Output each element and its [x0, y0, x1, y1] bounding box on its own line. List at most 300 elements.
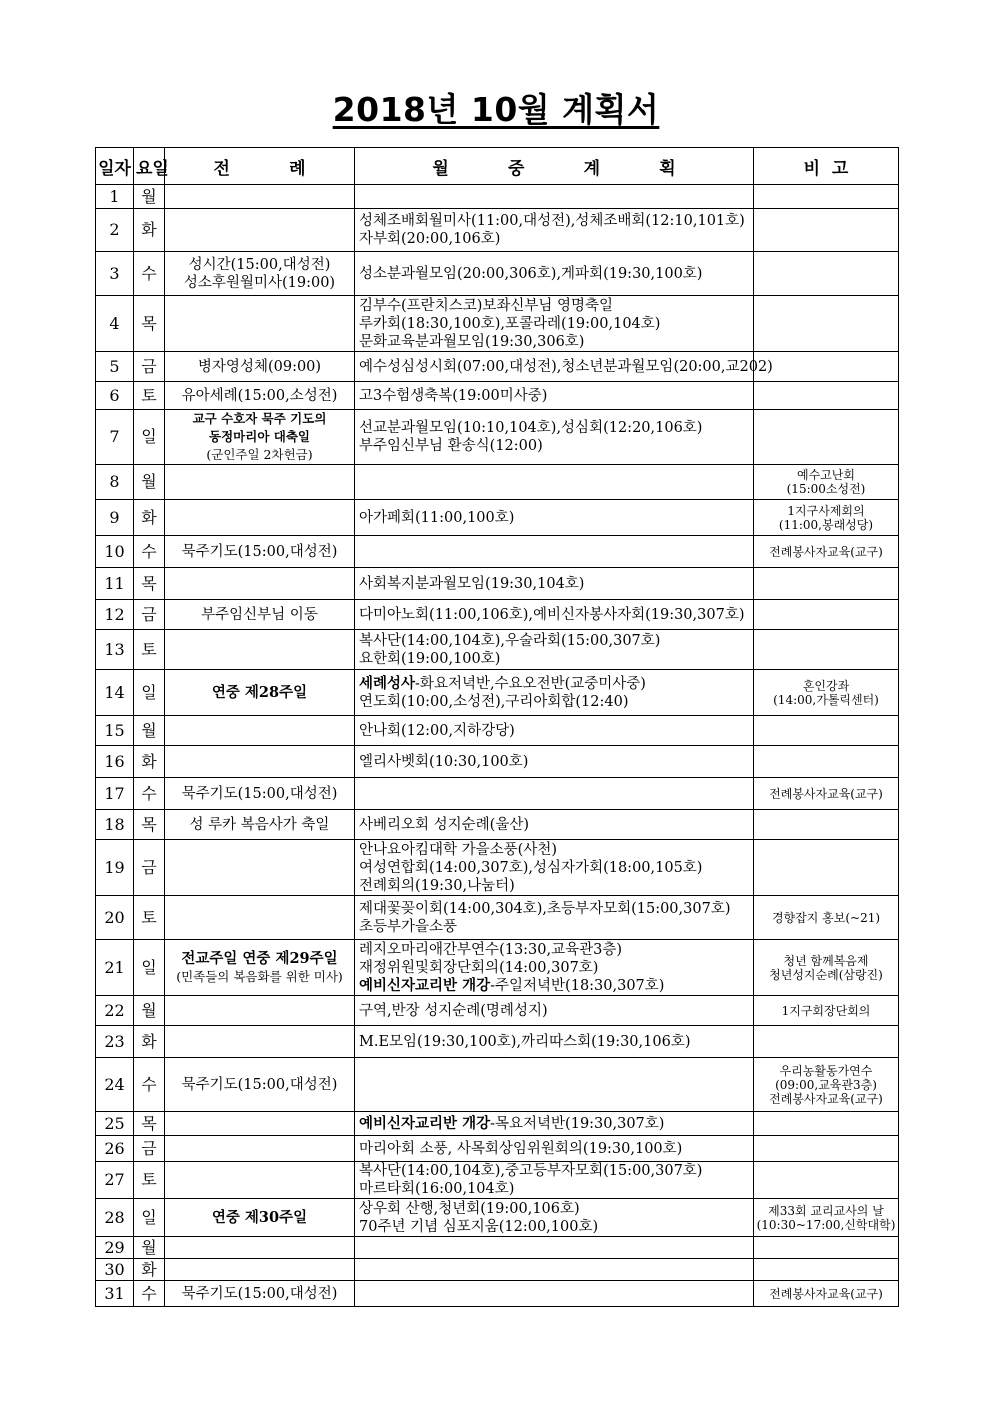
note-line: (10:30~17:00,신학대학): [756, 1217, 896, 1232]
plan-line: [359, 358, 773, 376]
plan-line: [359, 877, 751, 895]
liturgy-line: 전교주일 연중 제29주일: [181, 949, 338, 967]
weekday-cell: 수: [134, 536, 165, 568]
liturgy-cell: [165, 1162, 355, 1199]
table-row: [96, 382, 899, 410]
plan-text: 안나회(12:00,지하강당): [359, 722, 515, 739]
day-cell: 19: [96, 840, 134, 896]
plan-line: [359, 722, 751, 740]
weekday-cell: 금: [134, 352, 165, 382]
plan-text: 루카회(18:30,100호),포콜라레(19:00,104호): [359, 315, 661, 332]
document-title: 2018년 10월 계획서: [332, 90, 660, 129]
day-cell: 11: [96, 568, 134, 600]
plan-text: 여성연합회(14:00,307호),성심자가회(18:00,105호): [359, 859, 703, 876]
liturgy-cell: [165, 500, 355, 536]
liturgy-cell: [165, 996, 355, 1026]
table-row: [96, 1237, 899, 1259]
plan-text: 다미아노회(11:00,106호),예비신자봉사자회(19:30,307호): [359, 606, 745, 623]
note-cell: [754, 778, 899, 810]
day-cell: 6: [96, 382, 134, 410]
weekday-cell: 토: [134, 382, 165, 410]
day-cell: 13: [96, 630, 134, 670]
day-cell: 7: [96, 410, 134, 465]
plan-text: 상우회 산행,청년회(19:00,106호): [359, 1200, 580, 1217]
table-row: [96, 209, 899, 252]
note-line: (14:00,가톨릭센터): [773, 692, 879, 707]
weekday-cell: 금: [134, 600, 165, 630]
day-cell: 22: [96, 996, 134, 1026]
plan-cell: [355, 630, 754, 670]
plan-cell: [355, 996, 754, 1026]
header-row: [96, 148, 899, 185]
liturgy-cell: [165, 536, 355, 568]
plan-text: 사회복지분과월모임(19:30,104호): [359, 575, 585, 592]
day-cell: 14: [96, 670, 134, 716]
day-cell: 2: [96, 209, 134, 252]
plan-text: 구역,반장 성지순례(명례성지): [359, 1002, 548, 1019]
note-cell: [754, 670, 899, 716]
table-row: [96, 1112, 899, 1136]
table-row: [96, 1281, 899, 1307]
plan-cell: [355, 465, 754, 500]
table-row: [96, 296, 899, 352]
note-cell: [754, 1199, 899, 1237]
day-cell: 23: [96, 1026, 134, 1058]
table-row: [96, 996, 899, 1026]
day-cell: 15: [96, 716, 134, 746]
liturgy-cell: [165, 1281, 355, 1307]
plan-text: 70주년 기념 심포지움(12:00,100호): [359, 1218, 599, 1235]
weekday-cell: 토: [134, 896, 165, 940]
liturgy-line: 연중 제28주일: [211, 683, 308, 701]
day-cell: 26: [96, 1136, 134, 1162]
note-line: (09:00,교육관3층): [775, 1077, 877, 1092]
day-cell: 27: [96, 1162, 134, 1199]
day-cell: 3: [96, 252, 134, 296]
plan-line: [359, 419, 751, 437]
weekday-cell: 목: [134, 568, 165, 600]
plan-cell: [355, 252, 754, 296]
note-line: 전례봉사자교육(교구): [769, 1286, 883, 1301]
plan-text: 세례성사: [359, 674, 416, 692]
weekday-cell: 수: [134, 1281, 165, 1307]
note-cell: [754, 352, 899, 382]
liturgy-cell: [165, 1199, 355, 1237]
plan-text: 선교분과월모임(10:10,104호),성심회(12:20,106호): [359, 420, 703, 436]
plan-text-rest: -주일저녁반(18:30,307호): [490, 977, 665, 994]
plan-line: [359, 959, 751, 977]
plan-cell: [355, 670, 754, 716]
table-row: [96, 252, 899, 296]
plan-text: 아가페회(11:00,100호): [359, 509, 515, 526]
weekday-cell: 토: [134, 1162, 165, 1199]
liturgy-cell: [165, 600, 355, 630]
note-cell: [754, 1112, 899, 1136]
liturgy-cell: [165, 716, 355, 746]
day-cell: 1: [96, 185, 134, 209]
plan-text: 마르타회(16:00,104호): [359, 1181, 515, 1197]
weekday-cell: 목: [134, 1112, 165, 1136]
liturgy-cell: [165, 209, 355, 252]
plan-text: 초등부가을소풍: [359, 918, 458, 935]
plan-line: [359, 1115, 751, 1133]
plan-cell: [355, 600, 754, 630]
liturgy-line: 부주임신부님 이동: [201, 606, 318, 623]
table-row: [96, 630, 899, 670]
plan-text: 복사단(14:00,104호),중고등부자모회(15:00,307호): [359, 1163, 703, 1179]
table-row: [96, 1058, 899, 1112]
liturgy-cell: [165, 940, 355, 996]
plan-line: [359, 1162, 751, 1180]
liturgy-line: 묵주기도(15:00,대성전): [181, 1076, 338, 1093]
liturgy-line: (군인주일 2차헌금): [206, 447, 313, 462]
plan-text: 김부수(프란치스코)보좌신부님 영명축일: [359, 297, 614, 314]
weekday-cell: 수: [134, 1058, 165, 1112]
header-monthly-plan: 월 중 계 획: [355, 148, 754, 185]
liturgy-line: 동정마리아 대축일: [209, 429, 310, 444]
liturgy-cell: [165, 352, 355, 382]
table-row: [96, 536, 899, 568]
plan-text: 복사단(14:00,104호),우술라회(15:00,307호): [359, 632, 661, 649]
day-cell: 30: [96, 1259, 134, 1281]
plan-text-rest: -화요저녁반,수요오전반(교중미사중): [415, 675, 646, 692]
plan-text: 문화교육분과월모임(19:30,306호): [359, 333, 585, 350]
day-cell: 24: [96, 1058, 134, 1112]
weekday-cell: 일: [134, 670, 165, 716]
day-cell: 25: [96, 1112, 134, 1136]
liturgy-cell: [165, 810, 355, 840]
note-cell: [754, 1281, 899, 1307]
plan-line: [359, 333, 751, 351]
liturgy-cell: [165, 382, 355, 410]
note-cell: [754, 600, 899, 630]
plan-line: [359, 632, 751, 650]
weekday-cell: 일: [134, 940, 165, 996]
day-cell: 8: [96, 465, 134, 500]
table-row: [96, 1199, 899, 1237]
table-row: [96, 500, 899, 536]
table-row: [96, 1162, 899, 1199]
liturgy-cell: [165, 746, 355, 778]
note-cell: [754, 1162, 899, 1199]
plan-line: [359, 816, 751, 834]
day-cell: 16: [96, 746, 134, 778]
monthly-plan-table: [95, 147, 899, 1307]
plan-cell: [355, 352, 773, 382]
plan-line: [359, 753, 751, 771]
plan-text: M.E모임(19:30,100호),까리따스회(19:30,106호): [359, 1033, 691, 1050]
note-line: 전례봉사자교육(교구): [769, 1091, 883, 1106]
plan-text: 엘리사벳회(10:30,100호): [359, 753, 529, 770]
plan-text: 제대꽃꽂이회(14:00,304호),초등부자모회(15:00,307호): [359, 900, 731, 917]
weekday-cell: 화: [134, 500, 165, 536]
liturgy-cell: [165, 252, 355, 296]
plan-line: [359, 1180, 751, 1198]
note-cell: [754, 1237, 899, 1259]
table-row: [96, 1026, 899, 1058]
liturgy-cell: [165, 670, 355, 716]
plan-line: [359, 509, 751, 527]
note-cell: [754, 465, 899, 500]
header-note: 비 고: [754, 148, 899, 185]
table-row: [96, 465, 899, 500]
note-cell: [754, 1259, 899, 1281]
liturgy-cell: [165, 840, 355, 896]
plan-cell: [355, 1162, 754, 1199]
weekday-cell: 토: [134, 630, 165, 670]
liturgy-cell: [165, 296, 355, 352]
plan-line: [359, 841, 751, 859]
note-line: 우리농활동가연수: [779, 1063, 873, 1078]
plan-cell: [355, 1026, 754, 1058]
liturgy-cell: [165, 778, 355, 810]
note-cell: [754, 630, 899, 670]
liturgy-line: 유아세례(15:00,소성전): [181, 387, 338, 404]
plan-line: [359, 606, 751, 624]
liturgy-cell: [165, 1058, 355, 1112]
note-cell: [754, 996, 899, 1026]
liturgy-line: 연중 제30주일: [211, 1208, 308, 1226]
plan-line: [359, 1002, 751, 1020]
weekday-cell: 화: [134, 1026, 165, 1058]
liturgy-line: 병자영성체(09:00): [197, 358, 322, 375]
plan-text: 예수성심성시회(07:00,대성전),청소년분과월모임(20:00,교202): [359, 358, 773, 375]
note-line: 청년 함께복음제: [783, 953, 869, 968]
plan-line: [359, 315, 751, 333]
table-row: [96, 670, 899, 716]
weekday-cell: 금: [134, 1136, 165, 1162]
plan-line: [359, 900, 751, 918]
plan-line: [359, 387, 751, 405]
liturgy-line: 성 루카 복음사가 축일: [189, 816, 330, 833]
plan-text: 예비신자교리반 개강: [359, 1114, 491, 1132]
plan-line: [359, 1200, 751, 1218]
plan-cell: [355, 382, 754, 410]
note-cell: [754, 568, 899, 600]
liturgy-line: 묵주기도(15:00,대성전): [181, 543, 338, 560]
table-row: [96, 940, 899, 996]
plan-line: [359, 212, 751, 230]
note-cell: [754, 746, 899, 778]
plan-line: [359, 1140, 751, 1158]
note-cell: [754, 536, 899, 568]
note-line: 경향잡지 홍보(~21): [771, 910, 881, 925]
note-cell: [754, 382, 899, 410]
table-row: [96, 778, 899, 810]
plan-text-rest: -목요저녁반(19:30,307호): [490, 1115, 665, 1132]
plan-text: 고3수험생축복(19:00미사중): [359, 387, 548, 404]
plan-text: 마리아회 소풍, 사목회상임위원회의(19:30,100호): [359, 1140, 683, 1157]
table-row: [96, 810, 899, 840]
plan-cell: [355, 940, 754, 996]
plan-cell: [355, 1199, 754, 1237]
liturgy-cell: [165, 568, 355, 600]
note-cell: [754, 810, 899, 840]
header-day: 일자: [96, 148, 134, 185]
liturgy-line: 묵주기도(15:00,대성전): [181, 785, 338, 802]
plan-line: [359, 297, 751, 315]
note-line: 제33회 교리교사의 날: [768, 1203, 884, 1218]
note-line: 1지구사제회의: [787, 503, 865, 518]
plan-line: [359, 650, 751, 668]
liturgy-cell: [165, 1237, 355, 1259]
note-line: 청년성지순례(삼랑진): [769, 967, 883, 982]
plan-cell: [355, 185, 754, 209]
weekday-cell: 화: [134, 209, 165, 252]
plan-text: 안나요아킴대학 가을소풍(사천): [359, 841, 558, 858]
note-line: 1지구회장단회의: [781, 1003, 871, 1018]
day-cell: 21: [96, 940, 134, 996]
liturgy-line: 성소후원월미사(19:00): [183, 274, 336, 291]
weekday-cell: 화: [134, 1259, 165, 1281]
day-cell: 4: [96, 296, 134, 352]
table-row: [96, 1136, 899, 1162]
liturgy-line: (민족들의 복음화를 위한 미사): [176, 968, 343, 984]
plan-line: [359, 859, 751, 877]
plan-cell: [355, 716, 754, 746]
plan-cell: [355, 1136, 754, 1162]
liturgy-cell: [165, 185, 355, 209]
plan-line: [359, 918, 751, 936]
plan-cell: [355, 1058, 754, 1112]
liturgy-cell: [165, 1112, 355, 1136]
weekday-cell: 수: [134, 778, 165, 810]
plan-line: [359, 941, 751, 959]
liturgy-cell: [165, 410, 355, 465]
note-line: 전례봉사자교육(교구): [769, 544, 883, 559]
plan-line: [359, 230, 751, 248]
plan-cell: [355, 778, 754, 810]
day-cell: 20: [96, 896, 134, 940]
note-line: (15:00소성전): [786, 482, 866, 496]
note-line: 예수고난회: [797, 468, 855, 482]
liturgy-line: 교구 수호자 묵주 기도의: [192, 411, 327, 426]
table-row: [96, 840, 899, 896]
liturgy-cell: [165, 1259, 355, 1281]
plan-cell: [355, 1281, 754, 1307]
plan-cell: [355, 810, 754, 840]
weekday-cell: 월: [134, 1237, 165, 1259]
table-row: [96, 410, 899, 465]
note-cell: [754, 1058, 899, 1112]
table-row: [96, 568, 899, 600]
note-cell: [754, 252, 899, 296]
liturgy-line: 성시간(15:00,대성전): [188, 256, 331, 273]
table-row: [96, 746, 899, 778]
day-cell: 28: [96, 1199, 134, 1237]
table-row: [96, 1259, 899, 1281]
plan-line: [359, 575, 751, 593]
note-cell: [754, 840, 899, 896]
note-cell: [754, 185, 899, 209]
note-cell: [754, 500, 899, 536]
table-row: [96, 600, 899, 630]
plan-text: 요한회(19:00,100호): [359, 650, 501, 667]
day-cell: 18: [96, 810, 134, 840]
weekday-cell: 화: [134, 746, 165, 778]
header-weekday: 요일: [134, 148, 165, 185]
table-row: [96, 352, 899, 382]
plan-line: [359, 1033, 751, 1051]
day-cell: 9: [96, 500, 134, 536]
plan-cell: [355, 1112, 754, 1136]
liturgy-cell: [165, 465, 355, 500]
plan-cell: [355, 500, 754, 536]
plan-text: 성체조배회월미사(11:00,대성전),성체조배회(12:10,101호): [359, 213, 745, 229]
plan-text: 레지오마리애간부연수(13:30,교육관3층): [359, 941, 623, 958]
note-line: 전례봉사자교육(교구): [769, 786, 883, 801]
plan-cell: [355, 746, 754, 778]
plan-cell: [355, 568, 754, 600]
note-cell: [754, 716, 899, 746]
note-cell: [754, 1026, 899, 1058]
plan-cell: [355, 1237, 754, 1259]
day-cell: 5: [96, 352, 134, 382]
liturgy-cell: [165, 896, 355, 940]
liturgy-cell: [165, 1136, 355, 1162]
weekday-cell: 월: [134, 716, 165, 746]
note-line: (11:00,봉래성당): [778, 517, 874, 532]
plan-line: [359, 265, 751, 283]
weekday-cell: 월: [134, 465, 165, 500]
plan-cell: [355, 840, 754, 896]
table-row: [96, 716, 899, 746]
plan-text: 부주임신부님 환송식(12:00): [359, 438, 543, 454]
liturgy-cell: [165, 630, 355, 670]
plan-text: 예비신자교리반 개강: [359, 976, 491, 994]
note-cell: [754, 1136, 899, 1162]
day-cell: 31: [96, 1281, 134, 1307]
header-liturgy: 전 례: [165, 148, 355, 185]
note-cell: [754, 296, 899, 352]
note-line: 혼인강좌: [802, 678, 850, 693]
note-cell: [754, 896, 899, 940]
plan-text: 사베리오회 성지순례(울산): [359, 816, 529, 833]
plan-cell: [355, 209, 754, 252]
weekday-cell: 수: [134, 252, 165, 296]
weekday-cell: 월: [134, 185, 165, 209]
day-cell: 12: [96, 600, 134, 630]
plan-cell: [355, 296, 754, 352]
day-cell: 10: [96, 536, 134, 568]
table-row: [96, 185, 899, 209]
plan-text: 재정위원및회장단회의(14:00,307호): [359, 959, 599, 976]
plan-line: [359, 437, 751, 455]
plan-text: 연도회(10:00,소성전),구리아회합(12:40): [359, 693, 629, 710]
plan-line: [359, 693, 751, 711]
plan-text: 전례회의(19:30,나눔터): [359, 877, 515, 894]
plan-text: 자부회(20:00,106호): [359, 231, 501, 247]
liturgy-line: 묵주기도(15:00,대성전): [181, 1285, 338, 1302]
weekday-cell: 일: [134, 410, 165, 465]
plan-text: 성소분과월모임(20:00,306호),게파회(19:30,100호): [359, 265, 703, 282]
plan-cell: [355, 536, 754, 568]
weekday-cell: 목: [134, 810, 165, 840]
weekday-cell: 일: [134, 1199, 165, 1237]
weekday-cell: 금: [134, 840, 165, 896]
day-cell: 29: [96, 1237, 134, 1259]
plan-line: [359, 977, 751, 995]
weekday-cell: 목: [134, 296, 165, 352]
note-cell: [754, 410, 899, 465]
liturgy-cell: [165, 1026, 355, 1058]
note-cell: [754, 209, 899, 252]
plan-cell: [355, 896, 754, 940]
plan-cell: [355, 410, 754, 465]
plan-line: [359, 1218, 751, 1236]
plan-cell: [355, 1259, 754, 1281]
weekday-cell: 월: [134, 996, 165, 1026]
